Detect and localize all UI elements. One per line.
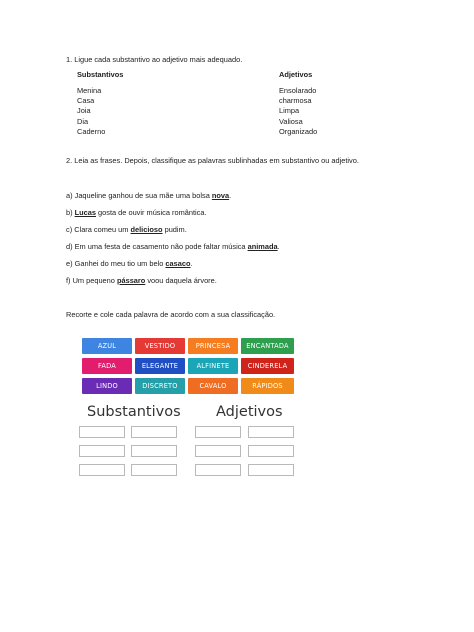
word-tile[interactable]: CAVALO: [188, 378, 238, 394]
sentence-text: d) Em uma festa de casamento não pode faltar música: [66, 242, 248, 251]
underlined-word: nova: [211, 191, 230, 200]
sentence-b: [66, 208, 207, 217]
answer-box[interactable]: [248, 426, 294, 438]
answer-box[interactable]: [248, 464, 294, 476]
word-tile[interactable]: DISCRETO: [135, 378, 185, 394]
substantivos-heading: Substantivos: [87, 404, 181, 420]
word-tile[interactable]: RÁPIDOS: [241, 378, 294, 394]
noun-item: Caderno: [77, 126, 106, 136]
adjective-item: charmosa: [279, 96, 312, 106]
exercise-2-instruction: 2. Leia as frases. Depois, classifique as palavras sublinhadas em substantivo ou adjetivo.: [66, 156, 359, 165]
sentence-c: [66, 225, 187, 234]
nouns-list: [77, 86, 105, 137]
noun-item: Joia: [77, 106, 91, 116]
sentence-text: a) Jaqueline ganhou de sua mãe uma bolsa: [66, 191, 212, 200]
sentence-text: gosta de ouvir música romântica.: [96, 208, 207, 217]
answer-box[interactable]: [195, 464, 241, 476]
adjetivos-heading: Adjetivos: [216, 404, 283, 420]
word-tile[interactable]: ELEGANTE: [135, 358, 185, 374]
sentence-text: c) Clara comeu um: [66, 225, 131, 234]
adjective-item: Organizado: [279, 126, 318, 136]
noun-item: Menina: [77, 86, 102, 95]
answer-box[interactable]: [79, 464, 125, 476]
word-tile[interactable]: ENCANTADA: [241, 338, 294, 354]
word-tile[interactable]: ALFINETE: [188, 358, 238, 374]
answer-box[interactable]: [79, 426, 125, 438]
word-tile[interactable]: CINDERELA: [241, 358, 294, 374]
underlined-word: delicioso: [130, 225, 163, 234]
sentence-text: pudim.: [162, 225, 187, 234]
sentence-text: b): [66, 208, 75, 217]
sentence-text: .: [190, 259, 193, 268]
sentence-text: .: [229, 191, 232, 200]
answer-box[interactable]: [248, 445, 294, 457]
word-tile[interactable]: AZUL: [82, 338, 132, 354]
underlined-word: animada: [247, 242, 278, 251]
underlined-word: casaco: [165, 259, 191, 268]
answer-box[interactable]: [79, 445, 125, 457]
nouns-header: Substantivos: [77, 70, 124, 79]
adjective-item: Limpa: [279, 106, 300, 116]
answer-box[interactable]: [131, 426, 177, 438]
adjectives-header: Adjetivos: [279, 70, 313, 79]
exercise-3-instruction: Recorte e cole cada palavra de acordo com a sua classificação.: [66, 310, 276, 319]
sentence-f: [66, 276, 217, 285]
word-tile[interactable]: VESTIDO: [135, 338, 185, 354]
exercise-1-instruction: 1. Ligue cada substantivo ao adjetivo mais adequado.: [66, 55, 243, 64]
underlined-word: Lucas: [74, 208, 96, 217]
sentence-text: f) Um pequeno: [66, 276, 117, 285]
answer-box[interactable]: [195, 445, 241, 457]
word-tile[interactable]: LINDO: [82, 378, 132, 394]
word-tiles: [82, 338, 294, 398]
answer-box[interactable]: [131, 464, 177, 476]
word-tile[interactable]: PRINCESA: [188, 338, 238, 354]
adjective-item: Ensolarado: [279, 86, 317, 95]
noun-item: Dia: [77, 116, 89, 126]
noun-item: Casa: [77, 96, 95, 106]
sentence-a: [66, 191, 231, 200]
adjectives-list: [279, 86, 317, 137]
answer-box[interactable]: [131, 445, 177, 457]
answer-box[interactable]: [195, 426, 241, 438]
sentence-text: e) Ganhei do meu tio um belo: [66, 259, 166, 268]
underlined-word: pássaro: [116, 276, 146, 285]
adjective-item: Valiosa: [279, 116, 303, 126]
word-tile[interactable]: FADA: [82, 358, 132, 374]
sentence-d: [66, 242, 280, 251]
sentence-text: voou daquela árvore.: [145, 276, 217, 285]
sentence-text: .: [277, 242, 280, 251]
sentence-e: [66, 259, 193, 268]
